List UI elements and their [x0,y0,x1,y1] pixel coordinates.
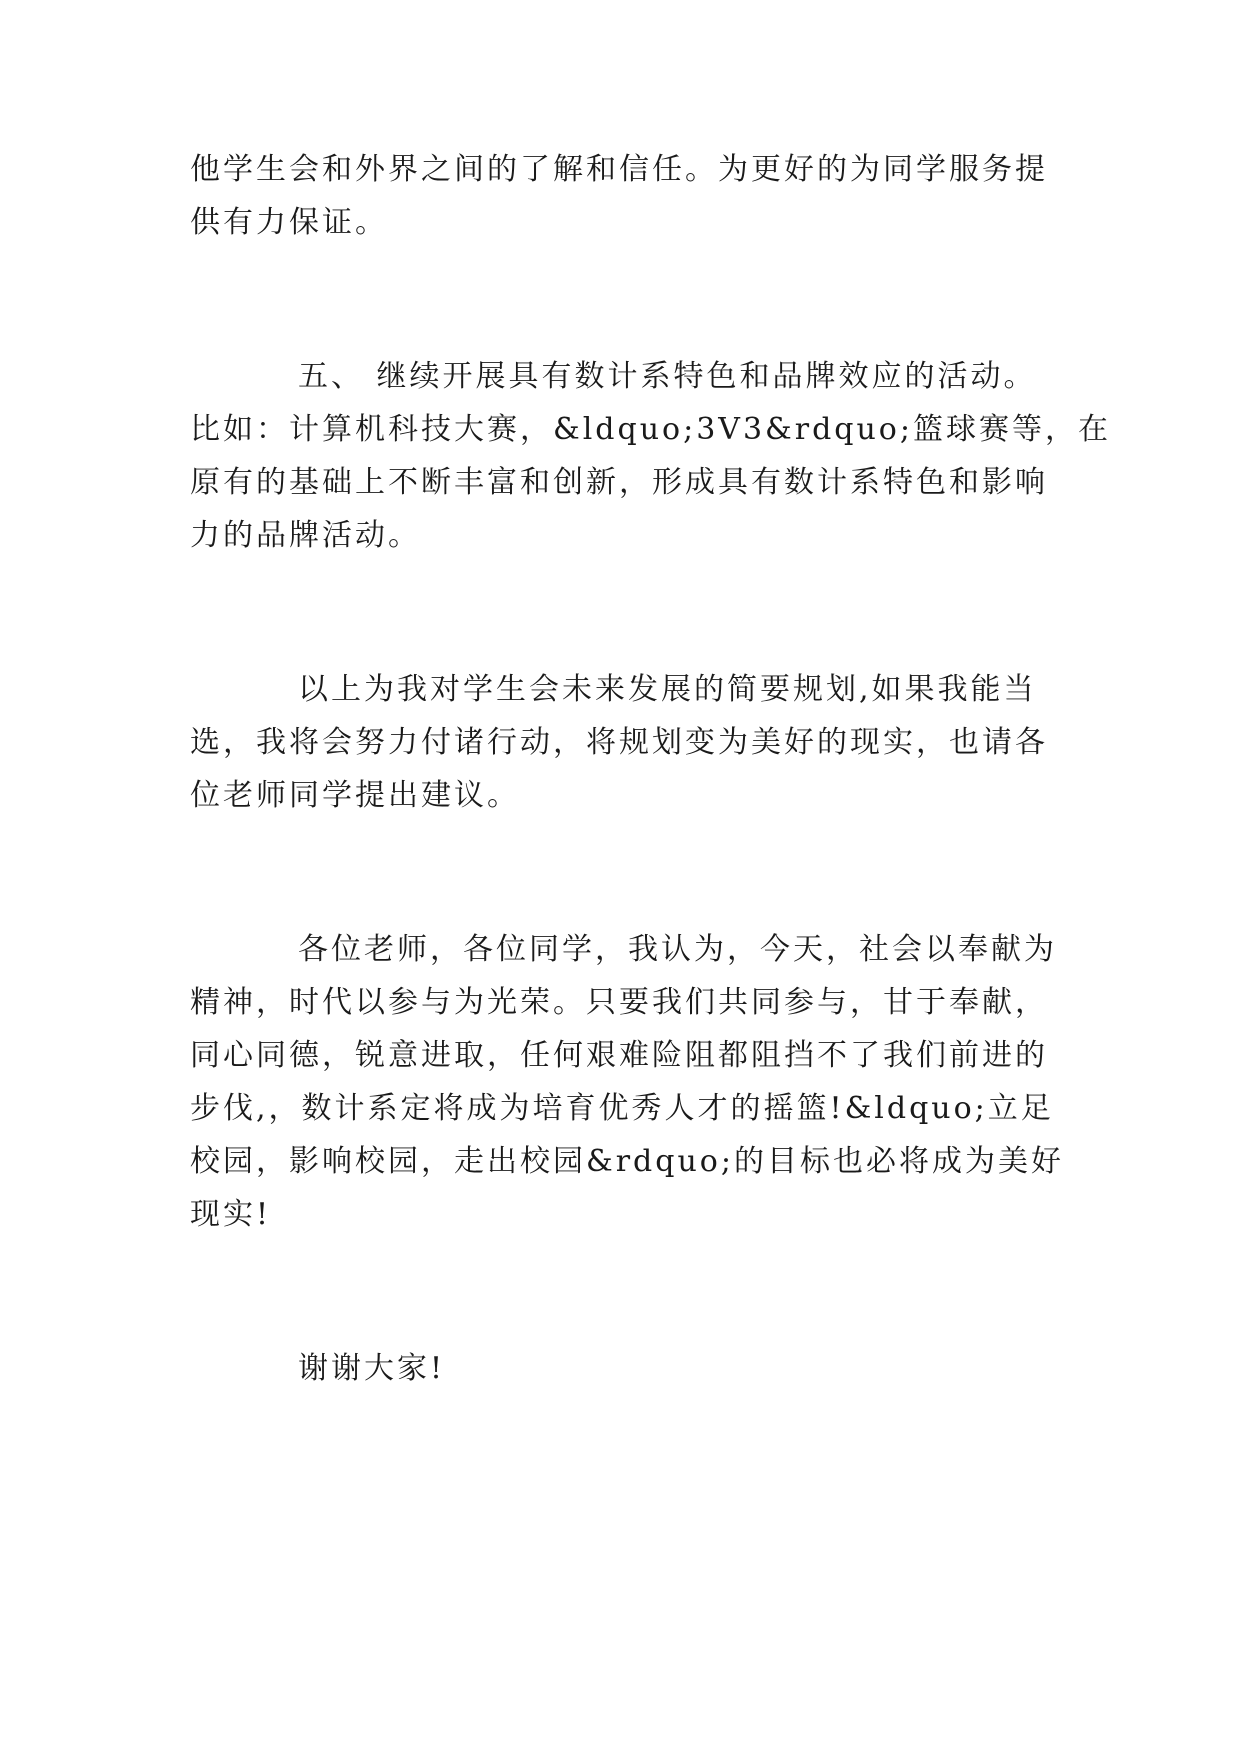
paragraph-3-line-3: 位老师同学提出建议。 [190,778,520,813]
paragraph-1-line-1: 他学生会和外界之间的了解和信任。为更好的为同学服务提 [190,152,1048,187]
paragraph-2-line-4: 力的品牌活动。 [190,518,421,553]
paragraph-3-line-1: 以上为我对学生会未来发展的简要规划,如果我能当 [298,672,1037,707]
paragraph-2-line-1: 五、 继续开展具有数计系特色和品牌效应的活动。 [298,359,1037,394]
paragraph-4-line-1: 各位老师，各位同学，我认为，今天，社会以奉献为 [298,932,1057,967]
paragraph-4-line-4: 步伐,，数计系定将成为培育优秀人才的摇篮!&ldquo;立足 [190,1091,1054,1126]
paragraph-4-line-3: 同心同德，锐意进取，任何艰难险阻都阻挡不了我们前进的 [190,1038,1048,1073]
paragraph-4-line-2: 精神，时代以参与为光荣。只要我们共同参与，甘于奉献， [190,985,1048,1020]
paragraph-2-line-2: 比如：计算机科技大赛，&ldquo;3V3&rdquo;篮球赛等，在 [190,412,1111,447]
paragraph-4-line-6: 现实! [190,1197,272,1232]
paragraph-2-line-3: 原有的基础上不断丰富和创新，形成具有数计系特色和影响 [190,465,1048,500]
paragraph-4-line-5: 校园，影响校园，走出校园&rdquo;的目标也必将成为美好 [190,1144,1064,1179]
closing-line: 谢谢大家! [298,1351,446,1386]
paragraph-3-line-2: 选，我将会努力付诸行动，将规划变为美好的现实，也请各 [190,725,1048,760]
paragraph-1-line-2: 供有力保证。 [190,205,388,240]
